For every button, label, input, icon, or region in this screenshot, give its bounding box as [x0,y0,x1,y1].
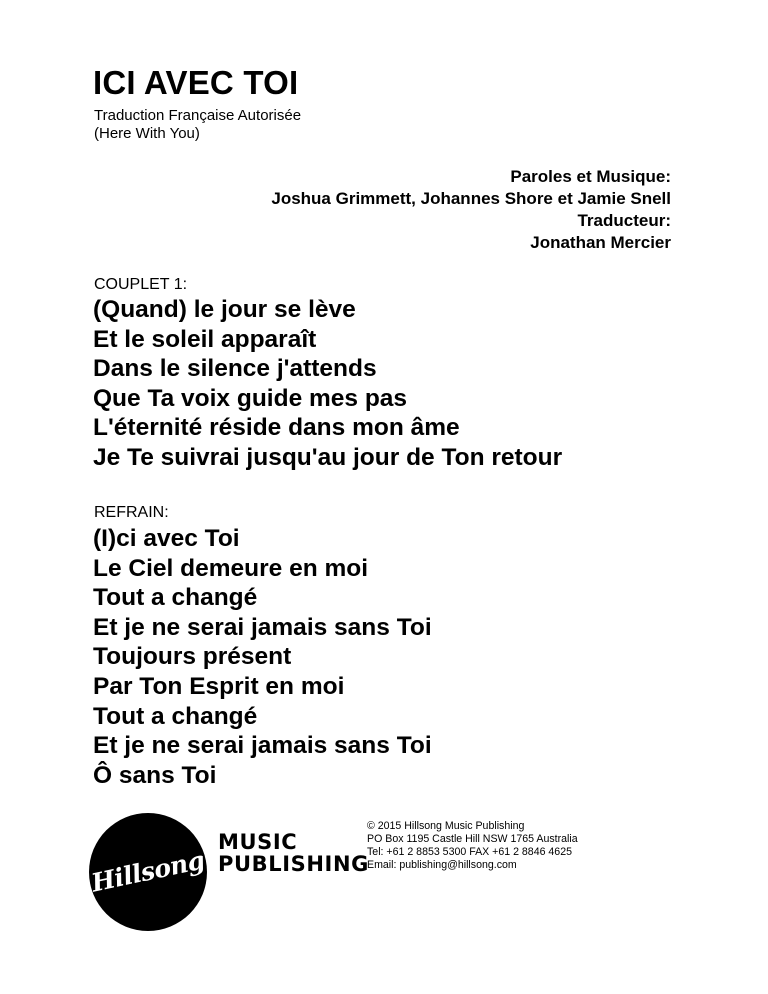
lyric-line: Et je ne serai jamais sans Toi [93,732,432,760]
lyric-line: Le Ciel demeure en moi [93,554,369,582]
verse1-lyrics [93,295,562,473]
song-credits [271,166,671,254]
lyric-line: Et je ne serai jamais sans Toi [93,613,432,641]
authors: Joshua Grimmett, Johannes Shore et Jamie Snell [271,189,671,208]
logo-script-text: Hillsong [88,845,207,898]
publisher-wordmark [218,831,369,875]
song-subtitle [94,107,301,143]
publisher-phone: Tel: +61 2 8853 5300 FAX +61 2 8846 4625 [367,846,572,858]
hillsong-logo-icon [88,812,208,932]
lyric-line: L'éternité réside dans mon âme [93,414,460,442]
lyric-line: (I)ci avec Toi [93,525,240,552]
lyric-line: Dans le silence j'attends [93,355,377,383]
wordmark-publishing: PUBLISHING [218,852,369,876]
copyright-block [367,820,578,872]
lyric-line: Et le soleil apparaît [93,325,317,353]
song-title: ICI AVEC TOI [93,64,299,101]
lyric-line: Toujours présent [93,643,292,671]
lyric-line: (Quand) le jour se lève [93,296,356,323]
lyric-line: Par Ton Esprit en moi [93,672,345,700]
lyric-line: Ô sans Toi [93,761,217,789]
chorus-label: REFRAIN: [94,504,169,521]
wordmark-music: MUSIC [218,830,298,854]
lyric-line: Je Te suivrai jusqu'au jour de Ton retour [93,443,563,471]
lyric-line: Que Ta voix guide mes pas [93,384,408,412]
chorus-lyrics [93,524,432,790]
publisher-email: Email: publishing@hillsong.com [367,859,517,871]
subtitle-translation-note: Traduction Française Autorisée [94,107,302,124]
lyrics-music-label: Paroles et Musique: [510,167,671,186]
copyright-notice: © 2015 Hillsong Music Publishing [367,820,525,832]
lyric-line: Tout a changé [93,584,258,612]
publisher-address: PO Box 1195 Castle Hill NSW 1765 Australia [367,833,578,845]
lyric-line: Tout a changé [93,702,258,730]
translator-label: Traducteur: [577,211,671,230]
subtitle-original-title: (Here With You) [94,125,200,142]
translator-name: Jonathan Mercier [530,233,671,252]
verse1-label: COUPLET 1: [94,276,188,293]
